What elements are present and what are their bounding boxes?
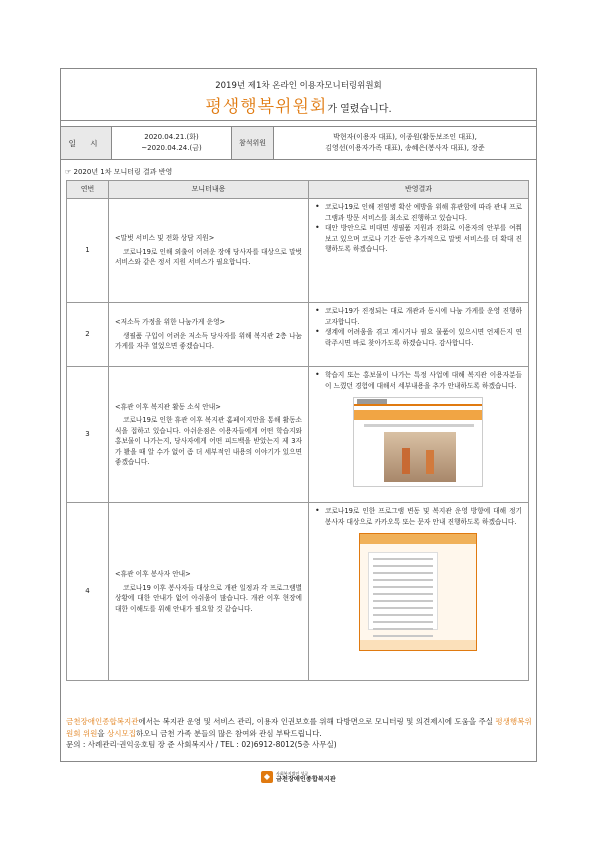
result-item: • 대안 방안으로 비대면 생필품 지원과 전화로 이용자의 안부를 여쭤보고 있으며 코로나 기간 동안 추가적으로 말벗 서비스를 더 확대 진행하도록 하겠습니다. — [313, 223, 522, 255]
monitor-text: 코로나19로 인한 휴관 이후 복지관 홈페이지만을 통해 활동소식을 접하고 있습니다. 아쉬운점은 이용자들에게 어떤 학습지와 홍보물이 나가는지, 당사자에게 어떤 피드백을 받았는지 제 3자가 봤을 때 알 수가 없어 좀 더 세부적인 내용의 이야기가 있으면 좋겠습니다. — [115, 416, 302, 466]
table-row — [67, 367, 529, 503]
notice-text-2: 을 — [97, 728, 108, 738]
kakaotalk-message-image — [359, 533, 477, 651]
members-value — [273, 127, 536, 159]
homepage-screenshot-image — [353, 397, 483, 487]
table-row — [67, 199, 529, 303]
org-logo-icon: ◆ — [261, 771, 273, 783]
row-num: 3 — [67, 367, 109, 503]
monitor-text: 코로나19 이후 봉사자들 대상으로 개관 일정과 각 프로그램별 상황에 대한 안내가 없어 아쉬움이 많습니다. 개관 이후 현장에 대한 이해도를 위해 안내가 필요할 것 같습니다. — [115, 583, 302, 613]
notice-title-rest: 가 열렸습니다. — [327, 104, 392, 115]
date-line-2: ~2020.04.24.(금) — [141, 144, 202, 152]
notice-title — [61, 92, 536, 117]
result-content — [309, 367, 529, 503]
notice-highlight-1: 평생행복위원회 위원 — [66, 717, 532, 738]
homepage-logo-icon — [357, 399, 387, 404]
contact-info: 문의 : 사례관리·권익옹호팀 장 준 사회복지사 / TEL : 02)6912-8012(5층 사무실) — [66, 740, 337, 749]
row-num: 4 — [67, 503, 109, 681]
result-item: • 코로나19가 진정되는 대로 개관과 동시에 나눔 가게를 운영 진행하고자합니다. — [313, 306, 522, 327]
members-line-2: 김영선(이용자가족 대표), 송혜은(봉사자 대표), 장준 — [325, 144, 485, 152]
header-result: 반영결과 — [309, 181, 529, 199]
result-content — [309, 503, 529, 681]
result-item: • 학습지 또는 홍보물이 나가는 특정 사업에 대해 복지관 이용자분들이 느꼈던 경험에 대해서 세부내용을 추가 안내하도록 하겠습니다. — [313, 370, 522, 391]
monitor-title: <말벗 서비스 및 전화 상담 지원> — [115, 234, 215, 243]
notice-header — [61, 69, 536, 121]
header-num: 연번 — [67, 181, 109, 199]
notice-subtitle: 2019년 제1차 온라인 이용자모니터링위원회 — [215, 81, 382, 91]
table-header-row — [67, 181, 529, 199]
notice-text-3: 하오니 금천 가족 분들의 많은 참여와 관심 부탁드립니다. — [136, 728, 322, 738]
org-logo-name: 금천장애인종합복지관 — [276, 775, 336, 783]
monitor-title: <휴관 이후 복지관 활동 소식 안내> — [115, 402, 221, 411]
monitor-title: <저소득 가정을 위한 나눔가게 운영> — [115, 318, 226, 327]
date-line-1: 2020.04.21.(화) — [144, 133, 199, 141]
notice-text-1: 에서는 복지관 운영 및 서비스 관리, 이용자 인권보호를 위해 다방면으로 모니터링 및 의견제시에 도움을 주실 — [138, 717, 496, 726]
org-name: 금천장애인종합복지관 — [66, 717, 139, 726]
notice-page — [60, 68, 537, 762]
date-label: 일 시 — [61, 127, 111, 159]
monitor-content — [109, 303, 309, 367]
notice-title-highlight: 평생행복위원회 — [205, 97, 328, 117]
row-num: 1 — [67, 199, 109, 303]
result-item: • 코로나19로 인한 프로그램 변동 및 복지관 운영 방향에 대해 정기 봉사자 대상으로 카카오톡 또는 문자 안내 진행하도록 하겠습니다. — [313, 506, 522, 527]
members-line-1: 박현자(이용자 대표), 이종원(활동보조인 대표), — [333, 133, 477, 141]
monitor-content — [109, 199, 309, 303]
table-row — [67, 503, 529, 681]
recruit-notice — [66, 716, 533, 751]
monitor-content — [109, 503, 309, 681]
result-item: • 코로나19로 인해 전염병 확산 예방을 위해 휴관함에 따라 관내 프로그램과 방문 서비스를 최소로 진행하고 있습니다. — [313, 202, 522, 223]
row-num: 2 — [67, 303, 109, 367]
members-label: 참석위원 — [231, 127, 273, 159]
org-logo — [261, 770, 341, 784]
notice-highlight-2: 상시모집 — [107, 728, 136, 738]
monitor-content — [109, 367, 309, 503]
result-content — [309, 303, 529, 367]
monitor-text: 생필품 구입이 어려운 저소득 당사자를 위해 복지관 2층 나눔가게를 자주 열었으면 좋겠습니다. — [115, 331, 302, 351]
activity-photo — [384, 432, 456, 482]
monitor-title: <휴관 이후 봉사자 안내> — [115, 570, 191, 578]
header-content: 모니터내용 — [109, 181, 309, 199]
message-bubble-icon — [368, 552, 438, 630]
date-value — [111, 127, 231, 159]
org-logo-subtitle: 사회복지법인 성공 — [276, 770, 309, 776]
result-item: • 생계에 어려움을 겪고 계시거나 필요 물품이 있으시면 언제든지 연락주시면 바로 찾아가도록 하겠습니다. 감사합니다. — [313, 327, 522, 348]
meeting-info-row — [61, 126, 536, 160]
result-content — [309, 199, 529, 303]
monitoring-result-table — [66, 180, 529, 681]
table-row — [67, 303, 529, 367]
section-title: ☞ 2020년 1차 모니터링 결과 반영 — [65, 168, 173, 176]
monitor-text: 코로나19로 인해 외출이 어려운 장애 당사자를 대상으로 말벗 서비스와 같은 정서 지원 서비스가 필요합니다. — [115, 247, 302, 267]
